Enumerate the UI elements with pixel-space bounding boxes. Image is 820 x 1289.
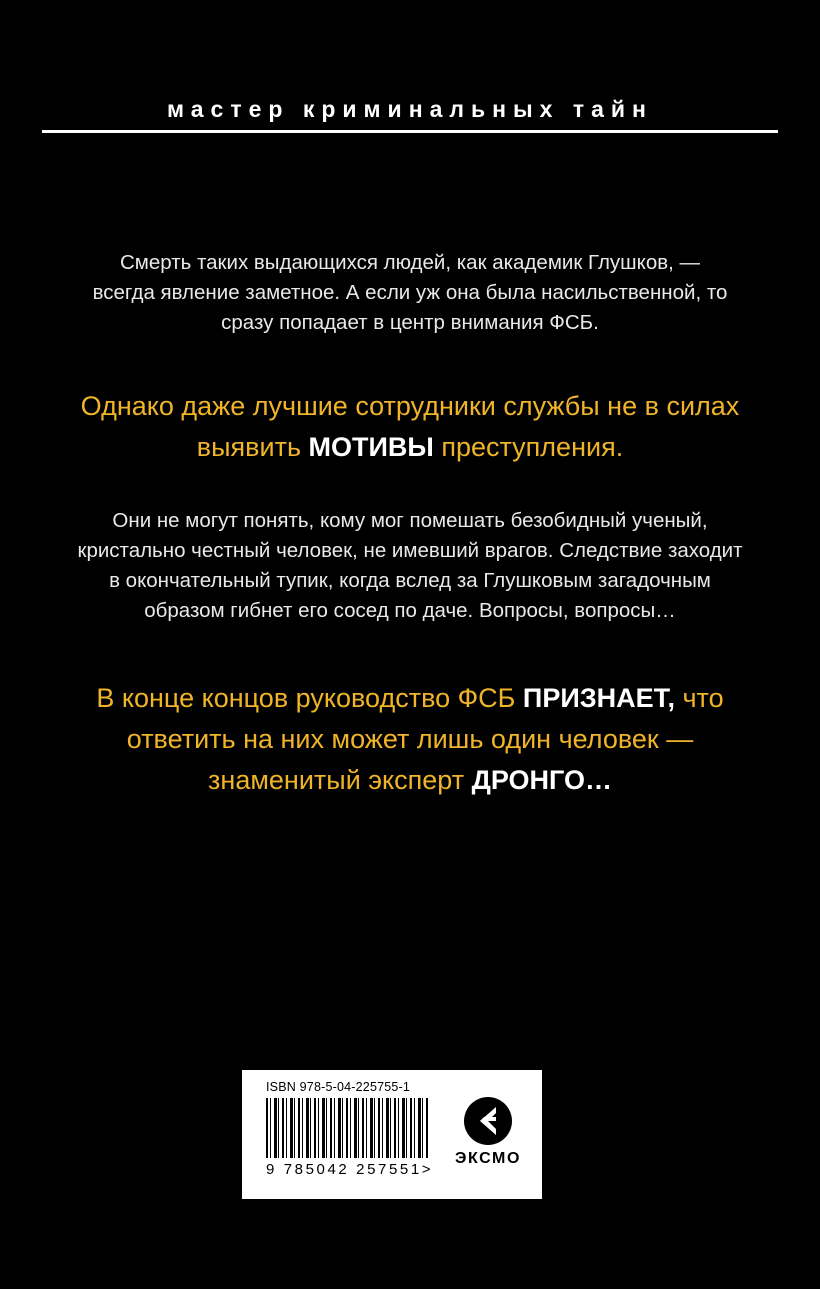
highlight-2-emphasis-2: ДРОНГО… xyxy=(471,765,612,795)
spacer xyxy=(62,626,758,678)
highlight-2-text-mid: что ответить на них может лишь один человек — знаменитый эксперт xyxy=(126,683,724,795)
publisher-name: ЭКСМО xyxy=(454,1149,522,1167)
spacer xyxy=(62,338,758,386)
highlight-1-text-start: Однако даже лучшие сотрудники службы не в силах выявить xyxy=(80,391,740,462)
barcode-digits-value: 9 785042 257551 xyxy=(266,1161,422,1178)
barcode-block xyxy=(242,1070,542,1199)
highlight-2-text-start: В конце концов руководство ФСБ xyxy=(96,683,523,713)
eksmo-logo-icon xyxy=(460,1096,516,1146)
series-divider-rule xyxy=(42,130,778,133)
highlight-1-emphasis: МОТИВЫ xyxy=(308,432,434,462)
blurb-paragraph-1: Смерть таких выдающихся людей, как академик Глушков, — всегда явление заметное. А если уж она была насильственной, то сразу попадает в центр внимания ФСБ. xyxy=(92,251,728,334)
barcode-digits-suffix: > xyxy=(421,1161,434,1178)
publisher-logo-block xyxy=(434,1070,542,1199)
blurb-block xyxy=(62,248,758,801)
barcode-digits xyxy=(266,1161,434,1178)
highlight-2-emphasis-1: ПРИЗНАЕТ, xyxy=(522,683,675,713)
blurb-highlight-1 xyxy=(62,386,758,468)
spacer xyxy=(62,468,758,506)
series-banner xyxy=(0,86,820,132)
highlight-1-text-end: преступления. xyxy=(433,432,624,462)
blurb-paragraph-2: Они не могут понять, кому мог помешать безобидный ученый, кристально честный человек, не имевший врагов. Следствие заходит в окончательный тупик, когда вслед за Глушковым загадочным образом гибнет его сосед по даче. Вопросы, вопросы… xyxy=(77,509,743,622)
blurb-highlight-2 xyxy=(62,678,758,801)
barcode-left-column xyxy=(242,1070,434,1199)
barcode-bars-icon xyxy=(266,1098,428,1158)
series-title: мастер криминальных тайн xyxy=(167,95,653,122)
isbn-text: ISBN 978-5-04-225755-1 xyxy=(266,1080,411,1094)
